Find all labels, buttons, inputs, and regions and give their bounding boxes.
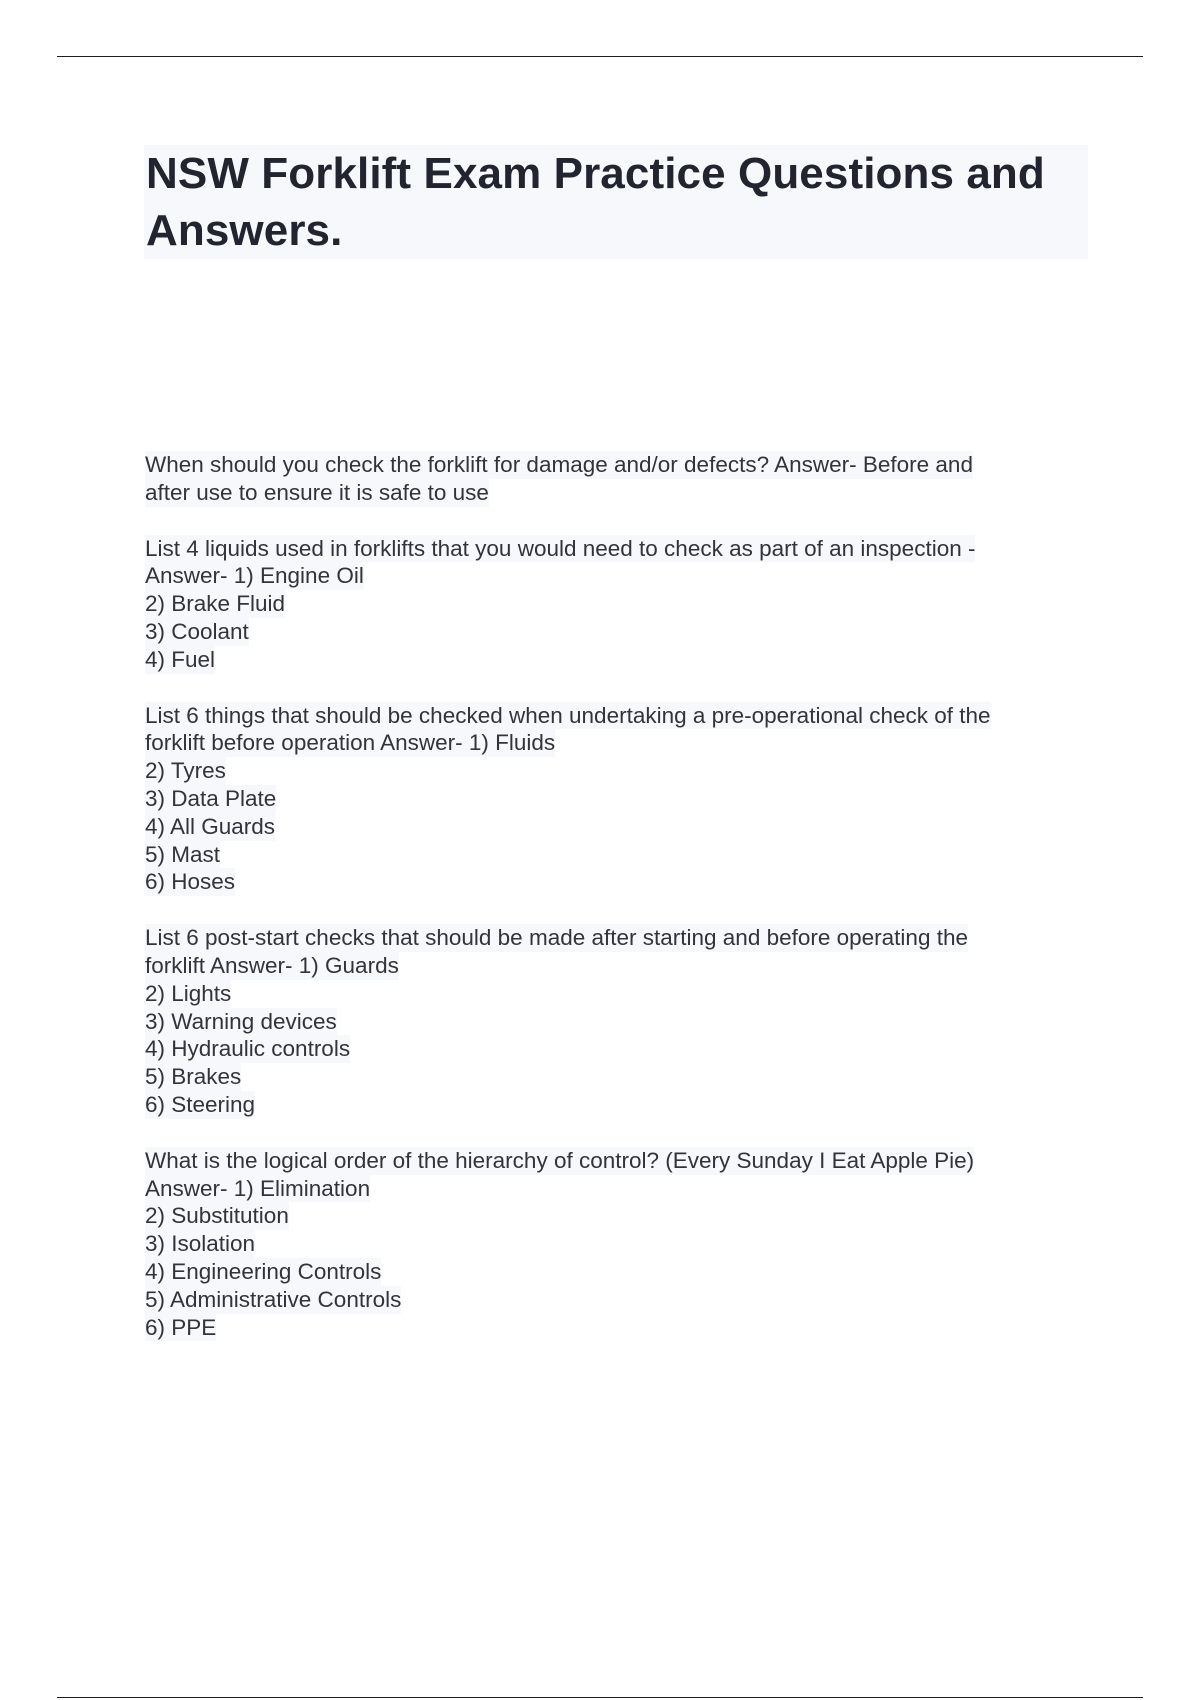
answer-line: 6) Steering — [145, 1091, 256, 1117]
question-line: List 6 things that should be checked when undertaking a pre-operational check of the — [145, 702, 991, 728]
answer-line: forklift Answer- 1) Guards — [145, 952, 399, 978]
qa-item — [145, 702, 1105, 897]
qa-text — [145, 702, 1105, 897]
document-title: NSW Forklift Exam Practice Questions and Answers. — [146, 149, 1045, 255]
answer-line: 6) PPE — [145, 1314, 217, 1340]
answer-line: 3) Data Plate — [145, 785, 277, 811]
question-line: List 4 liquids used in forklifts that you would need to check as part of an inspection - — [145, 535, 976, 561]
answer-line: 5) Administrative Controls — [145, 1286, 402, 1312]
answer-line: 5) Brakes — [145, 1064, 242, 1090]
answer-line: 2) Tyres — [145, 758, 226, 784]
answer-line: 2) Lights — [145, 980, 232, 1006]
answer-line: 4) Fuel — [145, 646, 216, 672]
answer-line: 4) All Guards — [145, 813, 276, 839]
answer-line: after use to ensure it is safe to use — [145, 479, 489, 505]
answer-line: Answer- 1) Elimination — [145, 1175, 371, 1201]
qa-text — [145, 1147, 1105, 1342]
question-line: When should you check the forklift for damage and/or defects? Answer- Before and — [145, 452, 973, 477]
qa-text — [145, 451, 1105, 507]
qa-text — [145, 924, 1105, 1119]
title-block — [144, 145, 1088, 259]
answer-line: Answer- 1) Engine Oil — [145, 563, 364, 589]
answer-line: 4) Hydraulic controls — [145, 1036, 351, 1062]
qa-item — [145, 451, 1105, 507]
qa-text — [145, 535, 1105, 674]
bottom-divider — [57, 1697, 1143, 1698]
answer-line: 3) Coolant — [145, 618, 249, 644]
qa-list — [145, 451, 1105, 1369]
answer-line: forklift before operation Answer- 1) Fluids — [145, 730, 556, 756]
answer-line: 6) Hoses — [145, 869, 236, 895]
answer-line: 5) Mast — [145, 841, 221, 867]
qa-item — [145, 535, 1105, 674]
answer-line: 2) Brake Fluid — [145, 591, 286, 617]
qa-item — [145, 924, 1105, 1119]
question-line: What is the logical order of the hierarchy of control? (Every Sunday I Eat Apple Pie) — [145, 1147, 975, 1173]
top-divider — [57, 56, 1143, 57]
qa-item — [145, 1147, 1105, 1342]
answer-line: 2) Substitution — [145, 1203, 289, 1229]
answer-line: 3) Warning devices — [145, 1008, 337, 1034]
answer-line: 4) Engineering Controls — [145, 1258, 382, 1284]
question-line: List 6 post-start checks that should be made after starting and before operating the — [145, 925, 968, 951]
answer-line: 3) Isolation — [145, 1231, 256, 1257]
